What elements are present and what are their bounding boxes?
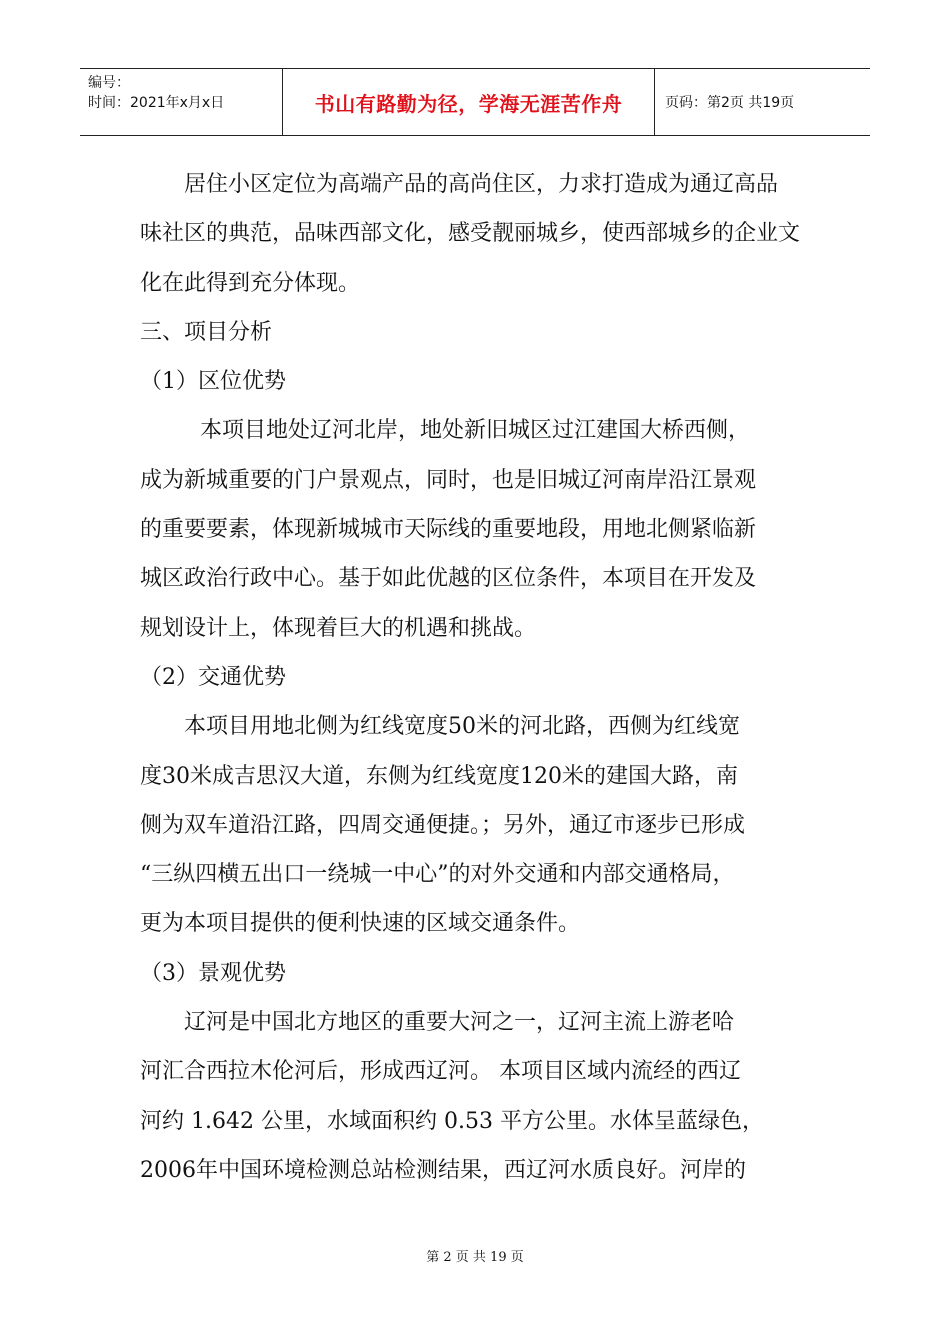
body-line: 居住小区定位为高端产品的高尚住区，力求打造成为通辽高品 [184, 172, 779, 197]
header-motto: 书山有路勤为径，学海无涯苦作舟 [314, 91, 623, 116]
body-line: 味社区的典范，品味西部文化，感受靓丽城乡，使西部城乡的企业文 [140, 221, 801, 247]
body-line: 本项目地处辽河北岸，地处新旧城区过江建国大桥西侧， [200, 418, 751, 444]
body-line: 侧为双车道沿江路，四周交通便捷。；另外，通辽市逐步已形成 [140, 812, 746, 838]
body-line: 辽河是中国北方地区的重要大河之一，辽河主流上游老哈 [184, 1010, 735, 1036]
body-line: 成为新城重要的门户景观点，同时，也是旧城辽河南岸沿江景观 [140, 467, 757, 493]
header-page-info: 页码：第2页 共19页 [665, 95, 795, 111]
header-number-label: 编号： [88, 75, 130, 91]
body-line: 河约 1.642 公里，水域面积约 0.53 平方公里。水体呈蓝绿色， [140, 1108, 764, 1134]
body-line: （2）交通优势 [140, 664, 286, 690]
body-line: 规划设计上，体现着巨大的机遇和挑战。 [140, 615, 537, 641]
body-line: （3）景观优势 [140, 960, 286, 986]
page-footer [0, 1246, 950, 1265]
footer-page-number: 第 2 页 共 19 页 [426, 1250, 524, 1265]
page-header [80, 68, 870, 136]
body-line: 度30米成吉思汉大道，东侧为红线宽度120米的建国大路，南 [140, 763, 738, 789]
body-line: 2006年中国环境检测总站检测结果，西辽河水质良好。河岸的 [140, 1157, 746, 1183]
header-page-info-cell [655, 69, 870, 135]
header-motto-cell [282, 69, 655, 135]
header-time-label: 时间：2021年x月x日 [88, 95, 225, 111]
body-line: “三纵四横五出口一绕城一中心”的对外交通和内部交通格局， [140, 862, 735, 888]
body-line: 河汇合西拉木伦河后，形成西辽河。 本项目区域内流经的西辽 [140, 1059, 741, 1085]
body-line: 的重要要素，体现新城城市天际线的重要地段，用地北侧紧临新 [140, 517, 757, 543]
body-line: 三、项目分析 [140, 319, 273, 345]
body-line: 城区政治行政中心。基于如此优越的区位条件，本项目在开发及 [140, 566, 757, 592]
document-body [140, 160, 820, 1195]
body-line: 本项目用地北侧为红线宽度50米的河北路，西侧为红线宽 [184, 714, 740, 740]
body-line: （1）区位优势 [140, 369, 286, 395]
body-line: 化在此得到充分体现。 [140, 270, 361, 296]
header-meta [80, 69, 282, 135]
body-line: 更为本项目提供的便利快速的区域交通条件。 [140, 911, 581, 937]
